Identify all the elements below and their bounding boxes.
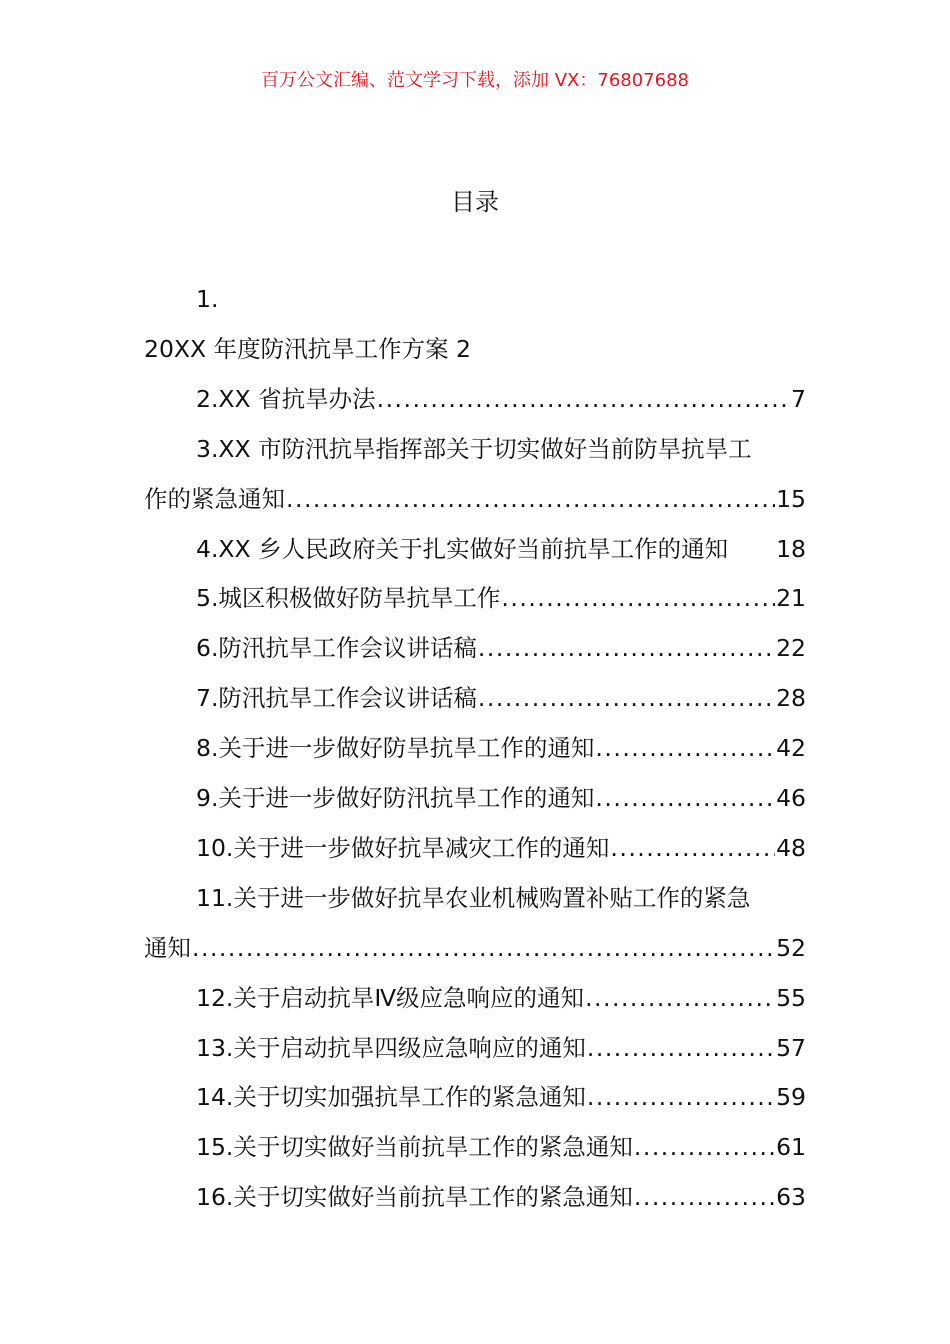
toc-entry-title: 12.关于启动抗旱Ⅳ级应急响应的通知: [196, 983, 585, 1012]
toc-entry-title: 4.XX 乡人民政府关于扎实做好当前抗旱工作的通知: [196, 534, 729, 563]
toc-entry-line[interactable]: [144, 880, 806, 916]
toc-entry-title: 10.关于进一步做好抗旱减灾工作的通知: [196, 833, 610, 862]
dot-leader: [286, 481, 775, 517]
toc-entry-title: 11.关于进一步做好抗旱农业机械购置补贴工作的紧急: [196, 883, 751, 912]
toc-entry-line[interactable]: [144, 680, 806, 716]
toc-entry-line[interactable]: [144, 980, 806, 1016]
toc-page-number: 7: [791, 384, 806, 413]
toc-entry-line[interactable]: [144, 1030, 806, 1066]
dot-leader: [634, 1179, 775, 1215]
toc-page-number: 21: [776, 584, 806, 613]
toc-entry-title: 7.防汛抗旱工作会议讲话稿: [196, 684, 477, 713]
toc-entry-line[interactable]: [144, 930, 806, 966]
toc-page-number: 46: [776, 784, 806, 812]
toc-entry-line[interactable]: [144, 830, 806, 866]
toc-entry-title: 16.关于切实做好当前抗旱工作的紧急通知: [196, 1183, 633, 1212]
toc-entry-line[interactable]: [144, 630, 806, 666]
toc-entry-line[interactable]: [144, 531, 806, 567]
toc-page-number: 61: [776, 1133, 806, 1162]
toc-page-number: 22: [776, 634, 806, 663]
toc-page-number: 48: [776, 833, 806, 862]
toc-page-number: 59: [776, 1083, 806, 1112]
dot-leader: [610, 830, 775, 866]
dot-leader: [478, 680, 775, 716]
toc-page-number: 15: [776, 484, 806, 513]
toc-entry-title: 20XX 年度防汛抗旱工作方案 2: [144, 334, 471, 363]
toc-entry-line[interactable]: [144, 381, 806, 417]
toc-entry-title: 6.防汛抗旱工作会议讲话稿: [196, 634, 477, 663]
dot-leader: [587, 1030, 775, 1066]
toc-page-number: 18: [776, 534, 806, 563]
watermark-header: 百万公文汇编、范文学习下载，添加 VX：76807688: [261, 70, 689, 91]
dot-leader: [595, 730, 775, 766]
toc-entry-line[interactable]: [144, 730, 806, 766]
toc-title: 目录: [451, 188, 499, 216]
toc-entry-line[interactable]: [144, 331, 806, 367]
dot-leader: [585, 980, 775, 1016]
toc-entry-title: 8.关于进一步做好防旱抗旱工作的通知: [196, 734, 595, 763]
toc-entry-line[interactable]: [144, 580, 806, 616]
dot-leader: [634, 1129, 775, 1165]
dot-leader: [501, 580, 775, 616]
toc-entry-line[interactable]: [144, 431, 806, 467]
toc-page-number: 63: [776, 1183, 806, 1212]
toc-entry-title: 9.关于进一步做好防汛抗旱工作的通知: [196, 784, 595, 812]
dot-leader: [192, 930, 775, 966]
dot-leader: [478, 630, 775, 666]
toc-entry-title: 3.XX 市防汛抗旱指挥部关于切实做好当前防旱抗旱工: [196, 434, 752, 463]
toc-entry-line[interactable]: [144, 481, 806, 517]
dot-leader: [377, 381, 790, 417]
toc-page-number: 57: [776, 1033, 806, 1062]
toc-entry-line[interactable]: [144, 1179, 806, 1215]
toc-page-number: 52: [776, 933, 806, 962]
toc-page-number: 28: [776, 684, 806, 713]
toc-page-number: 42: [776, 734, 806, 763]
toc-entry-title: 5.城区积极做好防旱抗旱工作: [196, 584, 501, 613]
toc-entry-title: 15.关于切实做好当前抗旱工作的紧急通知: [196, 1133, 633, 1162]
toc-entry-line[interactable]: [144, 281, 806, 317]
toc-entry-title: 通知: [144, 933, 191, 962]
toc-page-number: 55: [776, 983, 806, 1012]
toc-entry-title: 作的紧急通知: [144, 484, 285, 513]
dot-leader: [595, 780, 775, 816]
dot-leader: [587, 1079, 775, 1115]
toc-entry-title: 1.: [196, 285, 219, 313]
toc-entry-line[interactable]: [144, 1079, 806, 1115]
toc-entry-title: 2.XX 省抗旱办法: [196, 384, 376, 413]
toc-entry-line[interactable]: [144, 780, 806, 816]
toc-entry-title: 13.关于启动抗旱四级应急响应的通知: [196, 1033, 586, 1062]
toc-entry-title: 14.关于切实加强抗旱工作的紧急通知: [196, 1083, 586, 1112]
toc-entry-line[interactable]: [144, 1129, 806, 1165]
